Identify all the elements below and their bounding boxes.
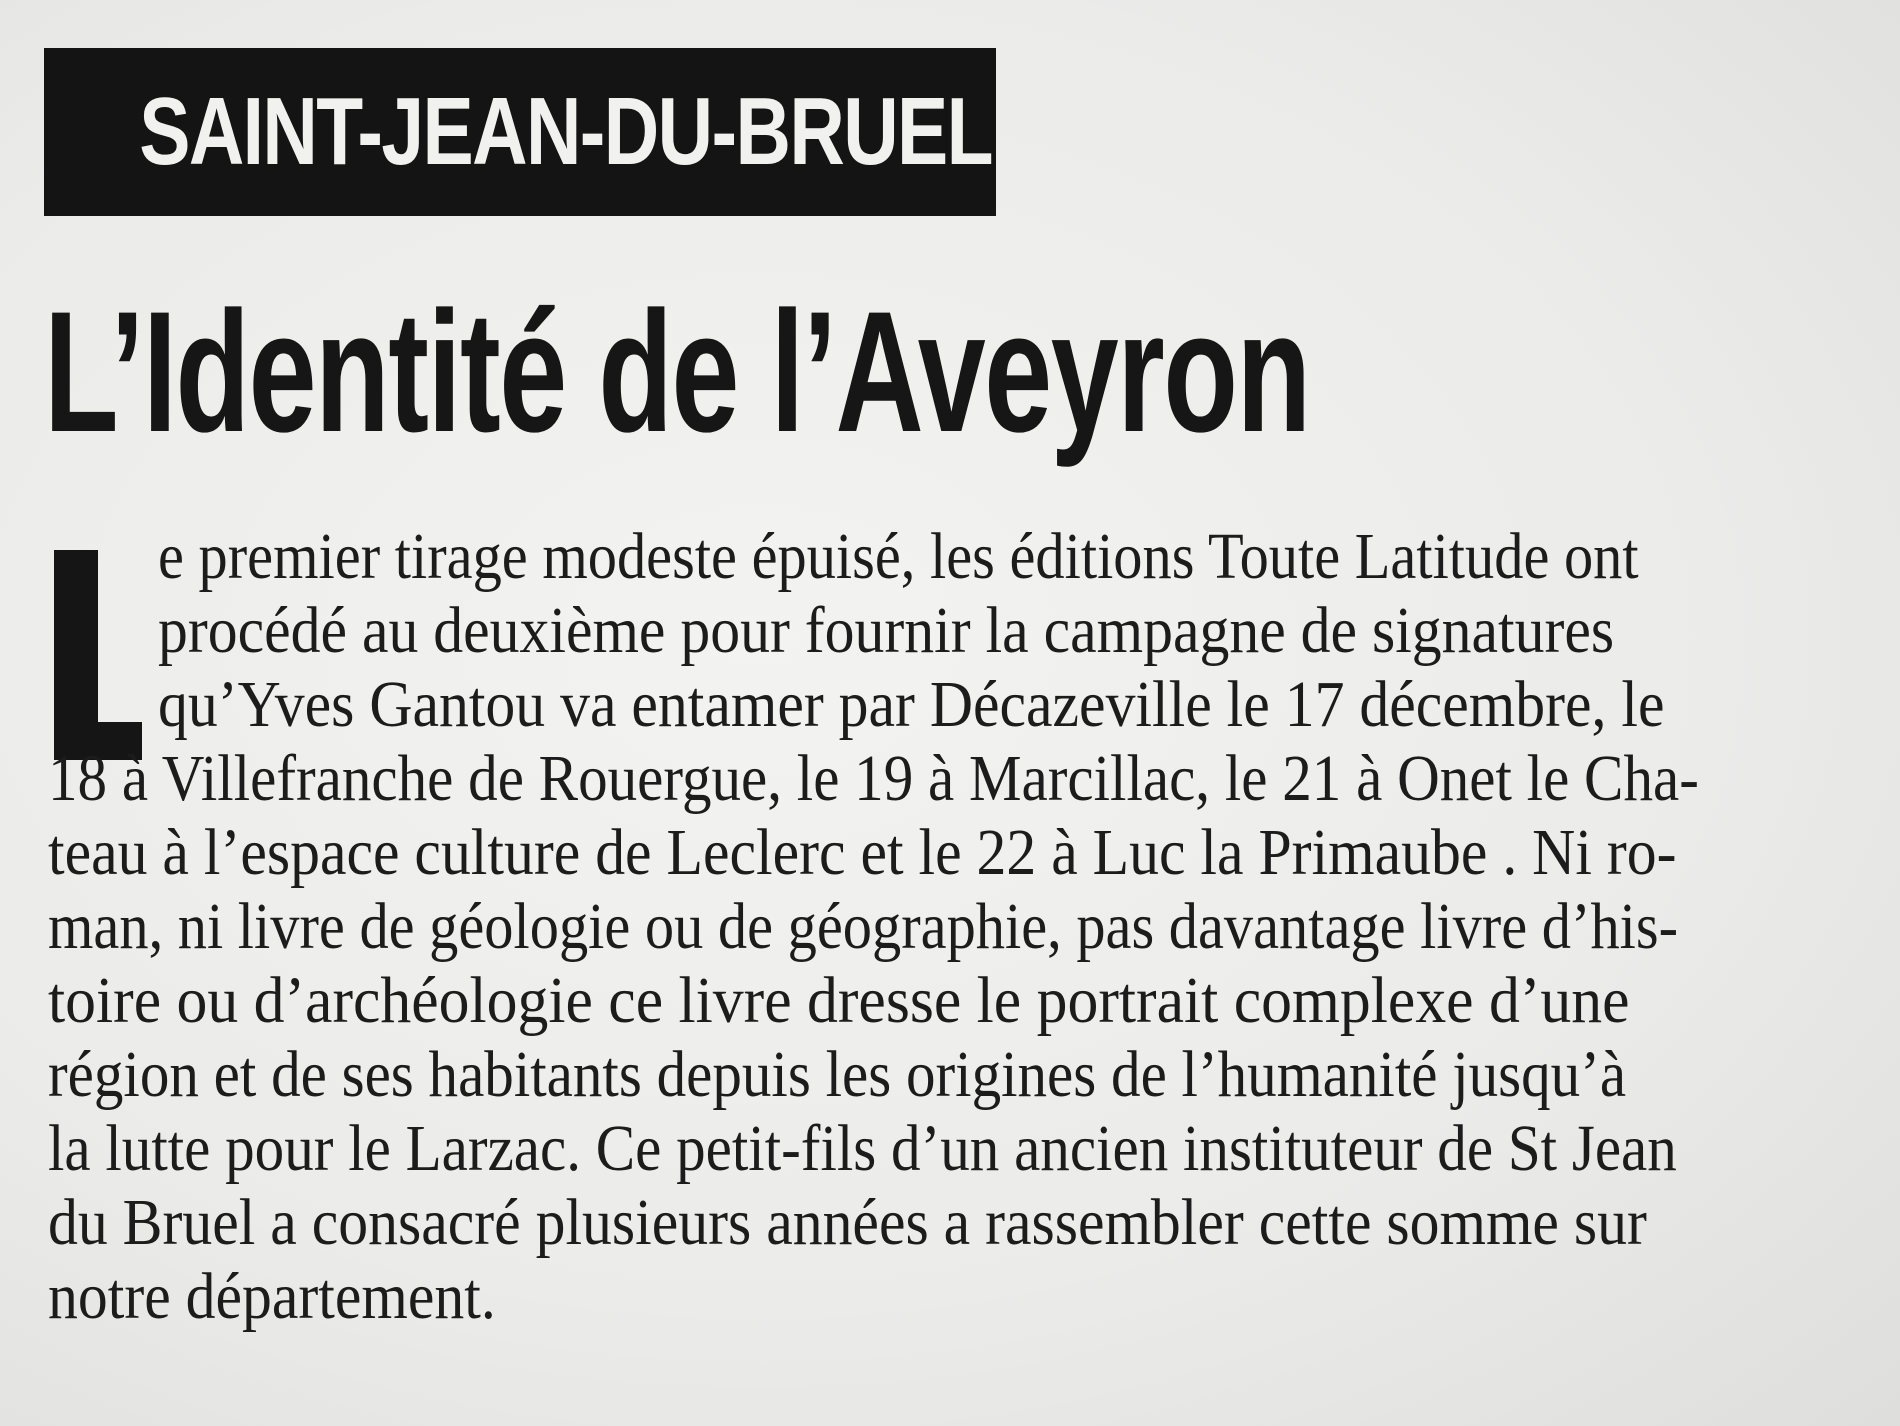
article-line: région et de ses habitants depuis les origines de l’humanité jusqu’à <box>48 1038 1627 1111</box>
article-line: man, ni livre de géologie ou de géographie, pas davantage livre d’his- <box>48 890 1679 963</box>
article-line: 18 à Villefranche de Rouergue, le 19 à Marcillac, le 21 à Onet le Cha- <box>48 742 1699 815</box>
article-body <box>48 520 1838 1400</box>
article-line: la lutte pour le Larzac. Ce petit-fils d’un ancien instituteur de St Jean <box>48 1112 1677 1185</box>
article-line: teau à l’espace culture de Leclerc et le 22 à Luc la Primaube . Ni ro- <box>48 816 1677 889</box>
article-line: toire ou d’archéologie ce livre dresse le portrait complexe d’une <box>48 964 1630 1037</box>
article-line: procédé au deuxième pour fournir la campagne de signatures <box>158 594 1615 667</box>
headline: L’Identité de l’Aveyron <box>44 276 1310 468</box>
section-kicker <box>44 48 996 216</box>
article-line: notre département. <box>48 1260 496 1333</box>
article-line: qu’Yves Gantou va entamer par Décazeville le 17 décembre, le <box>158 668 1665 741</box>
article-line: du Bruel a consacré plusieurs années a rassembler cette somme sur <box>48 1186 1647 1259</box>
drop-cap <box>48 550 140 760</box>
article-line: e premier tirage modeste épuisé, les éditions Toute Latitude ont <box>158 520 1639 593</box>
kicker-text: SAINT-JEAN-DU-BRUEL <box>139 78 993 185</box>
